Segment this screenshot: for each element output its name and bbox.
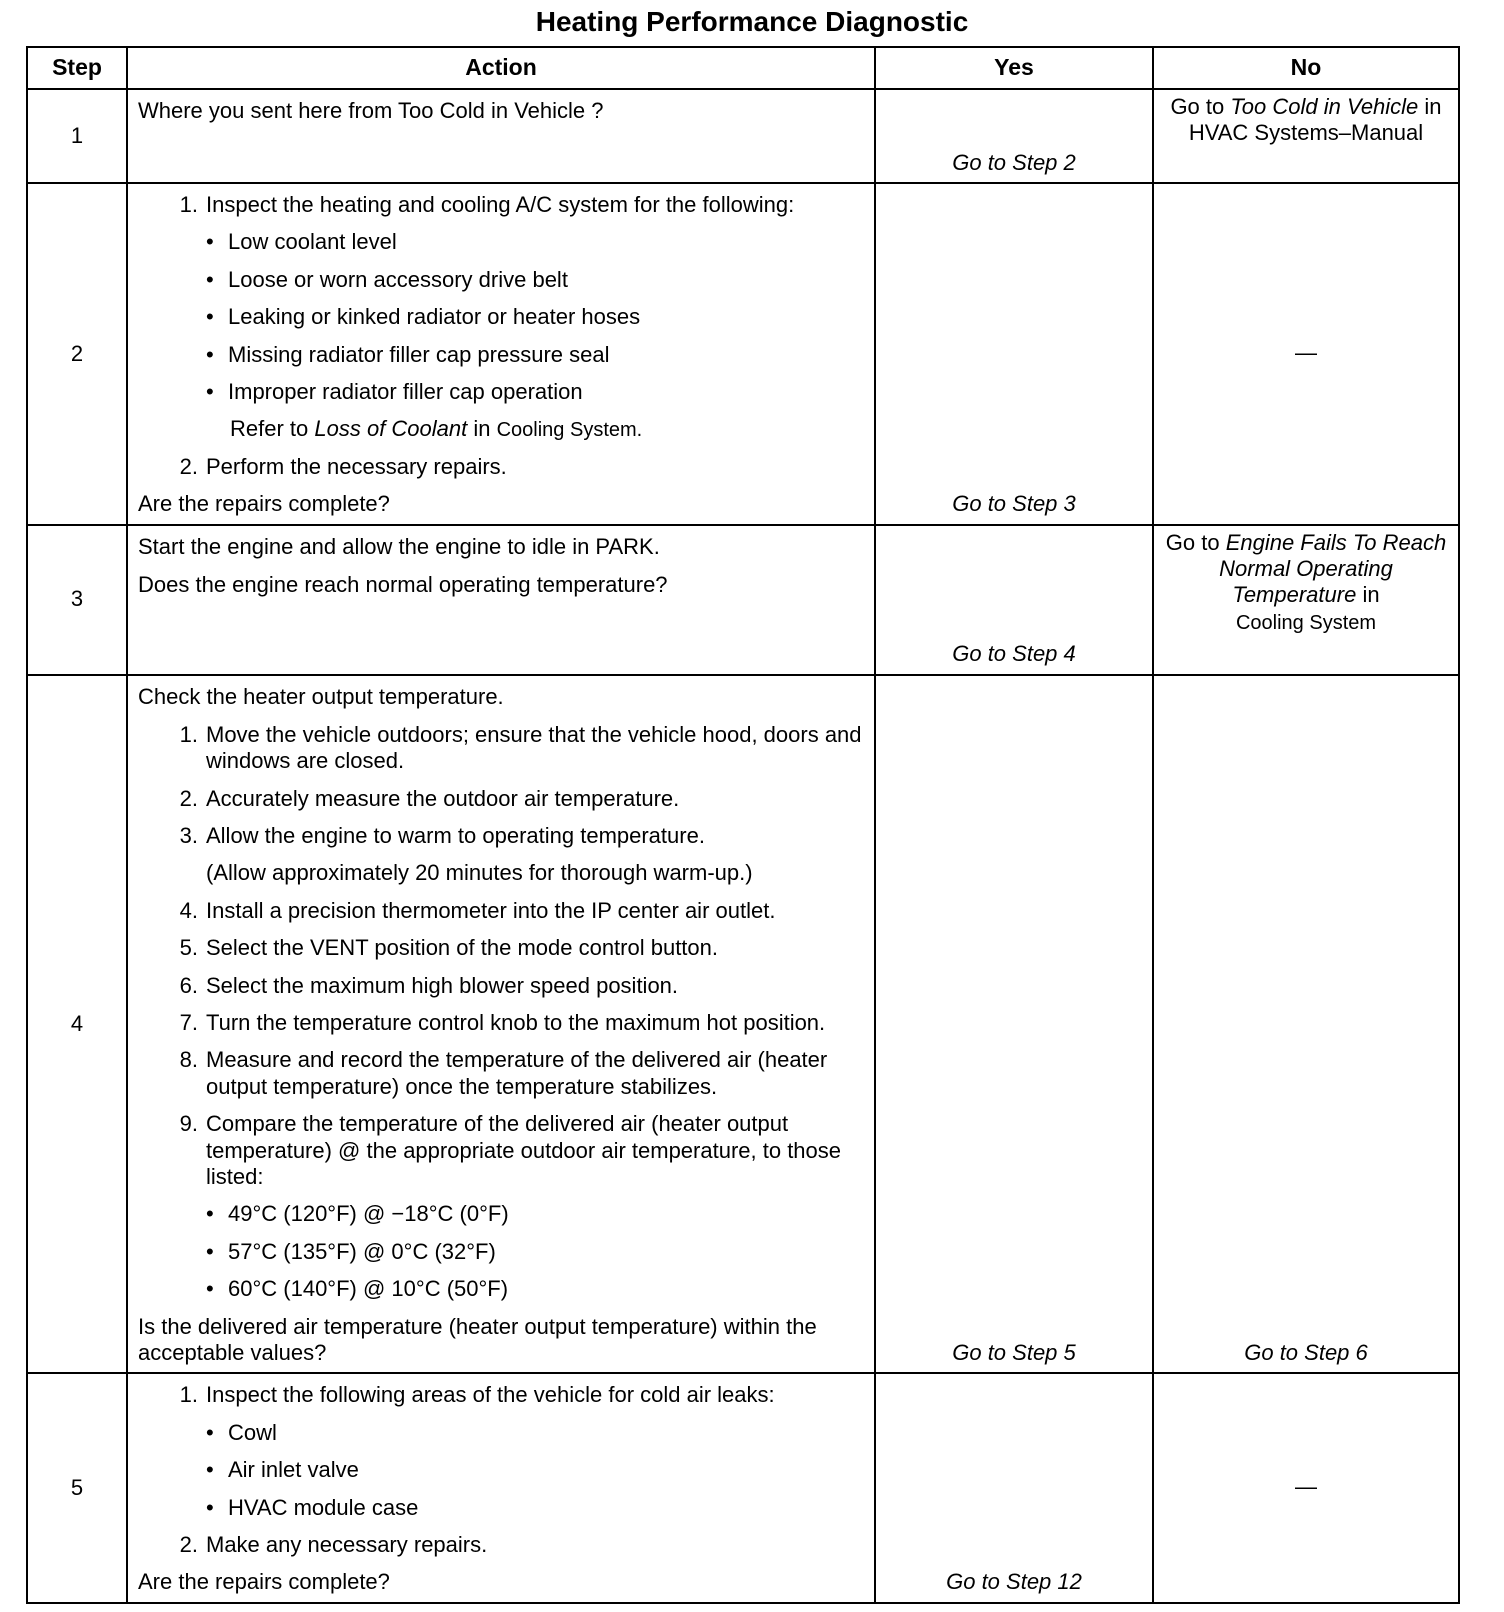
action-cell (127, 183, 875, 525)
action-question: Does the engine reach normal operating temperature? (138, 571, 668, 597)
step-number: 5 (27, 1373, 127, 1602)
numbered-item: 2. Accurately measure the outdoor air temperature. (179, 785, 680, 811)
table-row-step-1 (27, 89, 1459, 183)
no-cell: Go to Step 6 (1153, 675, 1459, 1374)
header-action: Action (127, 47, 875, 89)
refer-reference: Loss of Coolant (314, 416, 468, 442)
no-suffix: in HVAC Systems–Manual (1188, 94, 1442, 146)
document-title: Heating Performance Diagnostic (535, 6, 969, 37)
step-number: 4 (27, 675, 127, 1374)
action-cell (127, 89, 875, 183)
action-cell (127, 675, 875, 1374)
action-intro: Check the heater output temperature. (138, 683, 504, 709)
diagnostic-table (26, 46, 1460, 1604)
item-note: (Allow approximately 20 minutes for thorough warm-up.) (206, 860, 753, 886)
numbered-item: 4. Install a precision thermometer into the IP center air outlet. (179, 897, 776, 923)
bullet-item: • Leaking or kinked radiator or heater hoses (206, 304, 641, 330)
bullet-item: • Air inlet valve (206, 1457, 359, 1483)
action-line: Start the engine and allow the engine to idle in PARK. (138, 533, 660, 559)
numbered-item: 9. Compare the temperature of the delivered air (heater output temperature) @ the appropriate outdoor air temperature, to those listed: (179, 1111, 842, 1189)
no-prefix: Go to (1165, 529, 1226, 555)
no-system: Cooling System (1235, 611, 1377, 634)
yes-cell: Go to Step 3 (875, 183, 1153, 525)
numbered-item: 8. Measure and record the temperature of the delivered air (heater output temperature) once the temperature stabilizes. (179, 1047, 828, 1099)
yes-cell: Go to Step 4 (875, 525, 1153, 675)
step-number: 1 (27, 89, 127, 183)
numbered-item: 3. Allow the engine to warm to operating temperature. (179, 823, 705, 849)
action-cell (127, 1373, 875, 1602)
action-question: Are the repairs complete? (138, 491, 390, 517)
bullet-item: • 60°C (140°F) @ 10°C (50°F) (206, 1276, 509, 1302)
numbered-item: 5. Select the VENT position of the mode control button. (179, 935, 719, 961)
numbered-item: 1. Move the vehicle outdoors; ensure that the vehicle hood, doors and windows are closed. (179, 721, 862, 774)
table-row-step-4 (27, 675, 1459, 1374)
step-number: 2 (27, 183, 127, 525)
no-suffix: in (1356, 582, 1380, 608)
numbered-item: 2. Perform the necessary repairs. (179, 453, 507, 479)
header-yes: Yes (875, 47, 1153, 89)
no-cell: — (1153, 1373, 1459, 1602)
numbered-item: 1. Inspect the heating and cooling A/C system for the following: (179, 192, 795, 217)
numbered-item: 7. Turn the temperature control knob to the maximum hot position. (179, 1010, 826, 1036)
action-question: Is the delivered air temperature (heater output temperature) within the acceptable values? (138, 1313, 817, 1365)
bullet-item: • 57°C (135°F) @ 0°C (32°F) (206, 1238, 496, 1264)
bullet-item: • Missing radiator filler cap pressure seal (206, 341, 610, 367)
numbered-item: 6. Select the maximum high blower speed position. (179, 972, 679, 998)
step-number: 3 (27, 525, 127, 675)
bullet-item: • Improper radiator filler cap operation (206, 378, 583, 404)
action-question: Where you sent here from Too Cold in Vehicle ? (138, 98, 604, 123)
action-question: Are the repairs complete? (138, 1569, 390, 1595)
no-prefix: Go to (1170, 94, 1231, 119)
yes-cell: Go to Step 5 (875, 675, 1153, 1374)
table-row-step-5 (27, 1373, 1459, 1602)
bullet-item: • HVAC module case (206, 1494, 419, 1520)
table-row-step-2 (27, 183, 1459, 525)
header-no: No (1153, 47, 1459, 89)
bullet-item: • Low coolant level (206, 229, 397, 255)
numbered-item: 1. Inspect the following areas of the vehicle for cold air leaks: (179, 1382, 775, 1408)
numbered-item: 2. Make any necessary repairs. (179, 1531, 488, 1557)
no-reference: Engine Fails To Reach Normal Operating Temperature (1219, 529, 1447, 608)
no-cell (1153, 89, 1459, 183)
action-cell (127, 525, 875, 675)
header-step: Step (27, 47, 127, 89)
no-reference: Too Cold in Vehicle (1230, 94, 1419, 119)
bullet-item: • Loose or worn accessory drive belt (206, 266, 568, 292)
yes-cell: Go to Step 2 (875, 89, 1153, 183)
header-row (27, 47, 1459, 89)
yes-cell: Go to Step 12 (875, 1373, 1153, 1602)
no-cell (1153, 525, 1459, 675)
bullet-item: • 49°C (120°F) @ −18°C (0°F) (206, 1201, 509, 1227)
refer-note: Refer to Loss of Coolant in Cooling System. (230, 416, 643, 442)
bullet-item: • Cowl (206, 1419, 277, 1445)
no-cell: — (1153, 183, 1459, 525)
table-row-step-3 (27, 525, 1459, 675)
